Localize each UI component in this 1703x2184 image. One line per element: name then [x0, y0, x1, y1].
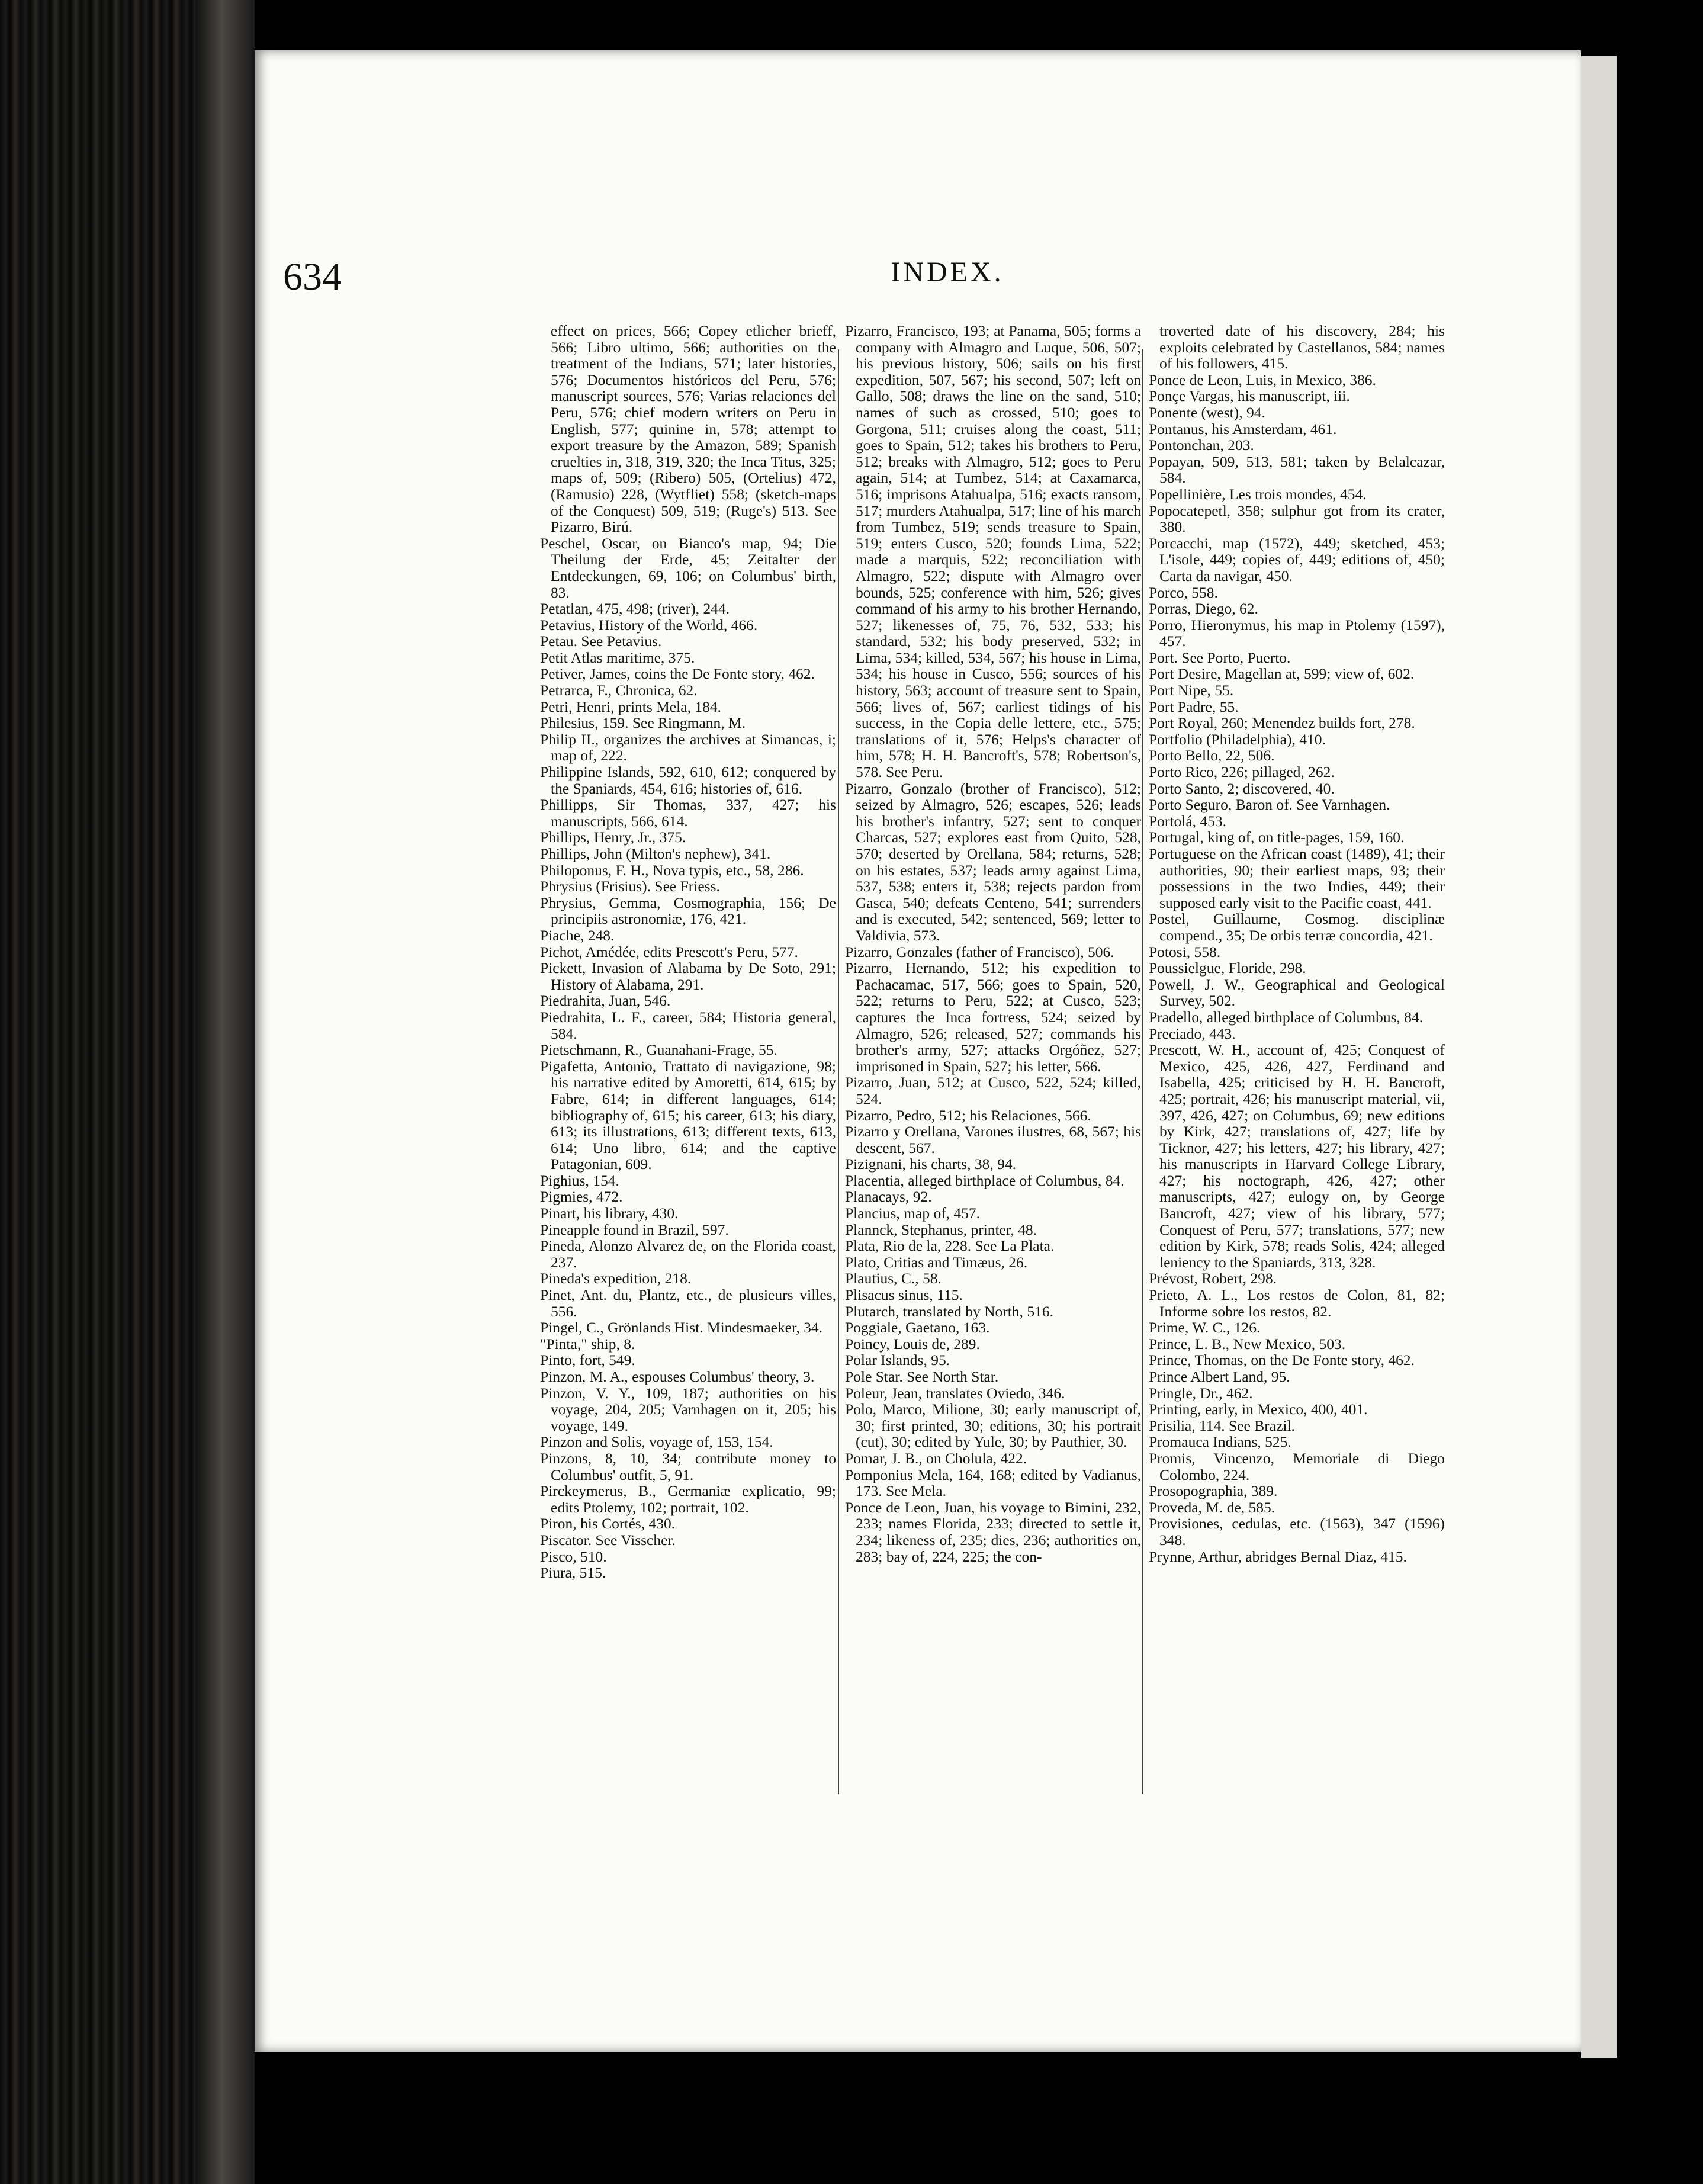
index-entry: Pizarro, Hernando, 512; his expedition to Pachacamac, 517, 566; goes to Spain, 520, 522; returns to Peru, 522; at Cusco, 523; captures the Inca fortress, 524; seized by Almagro, 526; released, 527; commands his brother's army, 527; attacks Orgóñez, 527; imprisoned in Spain, 527; his letter, 566. [845, 959, 1141, 1075]
index-entry: Pizarro y Orellana, Varones ilustres, 68, 567; his descent, 567. [845, 1123, 1141, 1157]
scan-border [1617, 65, 1703, 2055]
index-entry: Petri, Henri, prints Mela, 184. [540, 698, 721, 715]
spine-edge [195, 0, 255, 2184]
index-entry: Powell, J. W., Geographical and Geological Survey, 502. [1149, 975, 1445, 1010]
index-entry: Porto Bello, 22, 506. [1149, 747, 1275, 765]
index-entry: Plutarch, translated by North, 516. [845, 1302, 1053, 1320]
index-entry: Petit Atlas maritime, 375. [540, 648, 695, 666]
index-entry: Prynne, Arthur, abridges Bernal Diaz, 415. [1149, 1547, 1407, 1565]
index-entry: Promauca Indians, 525. [1149, 1433, 1291, 1451]
index-entry: Prévost, Robert, 298. [1149, 1270, 1277, 1287]
index-entry: Porto Santo, 2; discovered, 40. [1149, 779, 1335, 797]
index-entry: Phrysius (Frisius). See Friess. [540, 878, 720, 895]
index-entry: Plannck, Stephanus, printer, 48. [845, 1221, 1037, 1238]
index-entry: Plautius, C., 58. [845, 1270, 942, 1287]
index-entry: Portugal, king of, on title-pages, 159, 160. [1149, 828, 1405, 846]
index-entry: Pomponius Mela, 164, 168; edited by Vadianus, 173. See Mela. [845, 1466, 1141, 1500]
index-entry: Portfolio (Philadelphia), 410. [1149, 730, 1326, 748]
index-entry: Potosi, 558. [1149, 943, 1221, 961]
index-entry: Pichot, Amédée, edits Prescott's Peru, 577. [540, 943, 798, 961]
index-entry: Pineapple found in Brazil, 597. [540, 1221, 729, 1238]
index-entry: Pizarro, Pedro, 512; his Relaciones, 566. [845, 1106, 1091, 1124]
index-entry: Planacays, 92. [845, 1188, 932, 1206]
index-entry: Philoponus, F. H., Nova typis, etc., 58, 286. [540, 861, 804, 879]
index-entry: Phillips, John (Milton's nephew), 341. [540, 845, 771, 862]
index-entry: Pole Star. See North Star. [845, 1368, 999, 1385]
index-entry: Pomar, J. B., on Cholula, 422. [845, 1449, 1027, 1467]
index-entry: Ponce de Leon, Juan, his voyage to Bimini, 232, 233; names Florida, 233; directed to settle it, 234; likeness of, 235; dies, 236; authorities on, 283; bay of, 224, 225; the con- [845, 1498, 1141, 1565]
index-entry: Piedrahita, L. F., career, 584; Historia general, 584. [540, 1008, 836, 1042]
index-entry: Piura, 515. [540, 1564, 606, 1582]
index-entry: Pizarro, Juan, 512; at Cusco, 522, 524; killed, 524. [845, 1074, 1141, 1107]
index-entry: Portolá, 453. [1149, 812, 1227, 830]
index-entry: Pirckeymerus, B., Germaniæ explicatio, 99; edits Ptolemy, 102; portrait, 102. [540, 1482, 836, 1516]
index-entry: Port Nipe, 55. [1149, 682, 1234, 699]
index-entry: Petiver, James, coins the De Fonte story, 462. [540, 665, 815, 683]
index-entry: Pizignani, his charts, 38, 94. [845, 1155, 1016, 1173]
index-entry: Postel, Guillaume, Cosmog. disciplinæ compend., 35; De orbis terræ concordia, 421. [1149, 910, 1445, 944]
index-entry: Pizarro, Gonzalo (brother of Francisco), 512; seized by Almagro, 526; escapes, 526; leads his brother's infantry, 527; sent to conquer Charcas, 527; explores east from Quito, 528, 570; deserted by Orellana, 584; returns, 528; on his estates, 537; leads army against Lima, 537, 538; enters it, 538; rejects pardon from Gasca, 540; defeats Centeno, 541; surrenders and is executed, 542; sentenced, 569; letter to Valdivia, 573. [845, 779, 1141, 944]
index-entry: Phillips, Henry, Jr., 375. [540, 828, 686, 846]
index-entry: Prosopographia, 389. [1149, 1482, 1278, 1500]
index-entry: Poggiale, Gaetano, 163. [845, 1319, 990, 1337]
index-entry: Pineda's expedition, 218. [540, 1270, 692, 1287]
index-entry: Prince, L. B., New Mexico, 503. [1149, 1335, 1346, 1353]
index-entry: Pinzon and Solis, voyage of, 153, 154. [540, 1433, 773, 1451]
index-entry: Pigafetta, Antonio, Trattato di navigazione, 98; his narrative edited by Amoretti, 614, 615; by Fabre, 614; in different languages, 614; bibliography of, 615; his career, 613; his diary, 613; its illustrations, 613; different texts, 613, 614; Uno libro, 614; and the captive Patagonian, 609. [540, 1057, 836, 1173]
index-entry: Pinto, fort, 549. [540, 1351, 635, 1369]
index-entry: Piedrahita, Juan, 546. [540, 992, 671, 1010]
index-entry: Popocatepetl, 358; sulphur got from its crater, 380. [1149, 502, 1445, 536]
index-entry: Prisilia, 114. See Brazil. [1149, 1417, 1295, 1434]
index-entry: Philip II., organizes the archives at Simancas, i; map of, 222. [540, 730, 836, 765]
next-page-edge [1581, 56, 1617, 2058]
index-column-2 [845, 323, 1141, 1565]
index-entry: Pietschmann, R., Guanahani-Frage, 55. [540, 1041, 777, 1059]
index-entry: Pineda, Alonzo Alvarez de, on the Florida coast, 237. [540, 1237, 836, 1271]
index-entry: Pingel, C., Grönlands Hist. Mindesmaeker, 34. [540, 1319, 823, 1337]
index-entry: Portuguese on the African coast (1489), 41; their authorities, 90; their earliest maps, 93; their possessions in the two Indies, 449; their supposed early visit to the Pacific coast, 441. [1149, 845, 1445, 911]
index-entry: Phillipps, Sir Thomas, 337, 427; his manuscripts, 566, 614. [540, 796, 836, 830]
index-entry: Phrysius, Gemma, Cosmographia, 156; De principiis astronomiæ, 176, 421. [540, 894, 836, 928]
index-entry: Pinzon, V. Y., 109, 187; authorities on his voyage, 204, 205; Varnhagen on it, 205; his voyage, 149. [540, 1384, 836, 1434]
index-entry: Pinart, his library, 430. [540, 1205, 679, 1222]
index-entry: Piron, his Cortés, 430. [540, 1515, 676, 1533]
index-entry: Petrarca, F., Chronica, 62. [540, 682, 698, 699]
index-entry: Pisco, 510. [540, 1547, 607, 1565]
index-entry: Port Royal, 260; Menendez builds fort, 278. [1149, 714, 1415, 732]
index-entry: Placentia, alleged birthplace of Columbus, 84. [845, 1171, 1124, 1189]
index-entry: Pinzons, 8, 10, 34; contribute money to Columbus' outfit, 5, 91. [540, 1449, 836, 1483]
index-entry: Plancius, map of, 457. [845, 1205, 981, 1222]
index-entry: Pigmies, 472. [540, 1188, 623, 1206]
index-entry: "Pinta," ship, 8. [540, 1335, 635, 1353]
index-entry: Piache, 248. [540, 926, 615, 944]
index-entry: Popayan, 509, 513, 581; taken by Belalcazar, 584. [1149, 452, 1445, 487]
index-entry: Porras, Diego, 62. [1149, 600, 1258, 618]
index-column-1 [540, 323, 836, 1581]
index-entry: Polar Islands, 95. [845, 1351, 950, 1369]
index-entry: Prince, Thomas, on the De Fonte story, 462. [1149, 1351, 1415, 1369]
index-entry: Port. See Porto, Puerto. [1149, 648, 1291, 666]
index-entry: Provisiones, cedulas, etc. (1563), 347 (1596) 348. [1149, 1515, 1445, 1549]
index-entry: Preciado, 443. [1149, 1024, 1236, 1042]
index-entry: Porto Rico, 226; pillaged, 262. [1149, 763, 1335, 781]
index-entry: troverted date of his discovery, 284; his exploits celebrated by Castellanos, 584; names of his followers, 415. [1159, 322, 1445, 372]
index-entry: Petatlan, 475, 498; (river), 244. [540, 600, 730, 618]
index-entry: Prime, W. C., 126. [1149, 1319, 1261, 1337]
index-entry: effect on prices, 566; Copey etlicher brieff, 566; Libro ultimo, 566; authorities on the treatment of the Indians, 571; later histories, 576; Documentos históricos del Peru, 576; manuscript sources, 576; Varias relaciones del Peru, 576; chief modern writers on Peru in English, 577; quinine in, 578; attempt to export treasure by the Amazon, 589; Spanish cruelties in, 318, 319, 320; the Inca Titus, 325; maps of, 509; (Ribero) 505, (Ortelius) 472, (Ramusio) 228, (Wytfliet) 558; (sketch-maps of the Conquest) 509, 519; (Ruge's) 513. See Pizarro, Birú. [551, 322, 836, 536]
index-entry: Pontonchan, 203. [1149, 436, 1254, 454]
index-entry: Peschel, Oscar, on Bianco's map, 94; Die Theilung der Erde, 45; Zeitalter der Entdeckungen, 69, 106; on Columbus' birth, 83. [540, 534, 836, 601]
column-rule [838, 349, 839, 1794]
index-entry: Ponce de Leon, Luis, in Mexico, 386. [1149, 371, 1376, 388]
index-entry: Philesius, 159. See Ringmann, M. [540, 714, 746, 732]
index-entry: Ponente (west), 94. [1149, 403, 1265, 421]
index-entry: Popellinière, Les trois mondes, 454. [1149, 485, 1367, 503]
index-entry: Pighius, 154. [540, 1171, 619, 1189]
index-entry: Pizarro, Francisco, 193; at Panama, 505; forms a company with Almagro and Luque, 506, 507; his previous history, 506; sails on his first expedition, 507, 567; his second, 507; left on Gallo, 508; draws the line on the sand, 510; names of such as crossed, 510; goes to Gorgona, 511; cruises along the coast, 511; goes to Spain, 512; takes his brothers to Peru, 512; breaks with Almagro, 512; goes to Peru again, 514; at Tumbez, 514; at Caxamarca, 516; imprisons Atahualpa, 516; exacts ransom, 517; murders Atahualpa, 517; line of his march from Tumbez, 519; sends treasure to Spain, 519; enters Cusco, 520; founds Lima, 522; made a marquis, 522; reconciliation with Almagro, 522; dispute with Almagro over bounds, 525; conference with him, 526; gives command of his army to his brother Hernando, 527; likenesses of, 75, 76, 532, 533; his standard, 532; his body preserved, 532; in Lima, 534; killed, 534, 567; his house in Lima, 534; his house in Cusco, 556; sources of his history, 563; account of treasure sent to Spain, 566; lives of, 567; earliest tidings of his success, in the Copia delle lettere, etc., 575; translations of it, 576; Helps's character of him, 578; H. H. Bancroft's, 578; Robertson's, 578. See Peru. [845, 322, 1141, 781]
running-head: INDEX. [891, 256, 1004, 288]
column-rule [1142, 349, 1143, 1794]
index-entry: Proveda, M. de, 585. [1149, 1498, 1275, 1516]
index-entry: Porro, Hieronymus, his map in Ptolemy (1597), 457. [1149, 616, 1445, 650]
index-entry: Petau. See Petavius. [540, 632, 662, 650]
index-entry: Plato, Critias and Timæus, 26. [845, 1253, 1028, 1271]
page-number: 634 [283, 255, 342, 298]
index-entry: Piscator. See Visscher. [540, 1531, 676, 1549]
index-entry: Pradello, alleged birthplace of Columbus, 84. [1149, 1008, 1424, 1026]
index-entry: Petavius, History of the World, 466. [540, 616, 758, 634]
index-entry: Prince Albert Land, 95. [1149, 1368, 1290, 1385]
index-entry: Porcacchi, map (1572), 449; sketched, 453; L'isole, 449; copies of, 449; editions of, 450; Carta da navigar, 450. [1149, 534, 1445, 584]
index-entry: Pickett, Invasion of Alabama by De Soto, 291; History of Alabama, 291. [540, 959, 836, 993]
index-entry: Poincy, Louis de, 289. [845, 1335, 980, 1353]
index-entry: Promis, Vincenzo, Memoriale di Diego Colombo, 224. [1149, 1449, 1445, 1483]
index-entry: Pinet, Ant. du, Plantz, etc., de plusieurs villes, 556. [540, 1286, 836, 1320]
index-column-3 [1149, 323, 1445, 1565]
index-entry: Printing, early, in Mexico, 400, 401. [1149, 1401, 1368, 1418]
index-entry: Poussielgue, Floride, 298. [1149, 959, 1306, 977]
index-entry: Prescott, W. H., account of, 425; Conquest of Mexico, 425, 426, 427, Ferdinand and Isabella, 425; criticised by H. H. Bancroft, 425; portrait, 426; his manuscript material, vii, 397, 426, 427; on Columbus, 69; new editions by Kirk, 427; translations of, 427; life by Ticknor, 427; his letters, 427; his library, 427; his manuscripts in Harvard College Library, 427; his noctograph, 426, 427; other manuscripts, 427; eulogy on, by George Bancroft, 427; view of his library, 577; Conquest of Peru, 577; translations, 577; new edition by Kirk, 578; reads Solis, 424; alleged leniency to the Spaniards, 313, 328. [1149, 1041, 1445, 1271]
index-entry: Polo, Marco, Milione, 30; early manuscript of, 30; first printed, 30; editions, 30; his portrait (cut), 30; edited by Yule, 30; by Pauthier, 30. [845, 1401, 1141, 1451]
index-entry: Port Desire, Magellan at, 599; view of, 602. [1149, 665, 1415, 683]
index-entry: Poleur, Jean, translates Oviedo, 346. [845, 1384, 1065, 1402]
index-entry: Porto Seguro, Baron of. See Varnhagen. [1149, 796, 1390, 814]
index-entry: Pinzon, M. A., espouses Columbus' theory, 3. [540, 1368, 815, 1385]
index-entry: Plata, Rio de la, 228. See La Plata. [845, 1237, 1055, 1255]
index-entry: Philippine Islands, 592, 610, 612; conquered by the Spaniards, 454, 616; histories of, 616. [540, 763, 836, 797]
index-entry: Pringle, Dr., 462. [1149, 1384, 1253, 1402]
index-entry: Pizarro, Gonzales (father of Francisco), 506. [845, 943, 1114, 961]
index-entry: Ponçe Vargas, his manuscript, iii. [1149, 387, 1350, 405]
index-entry: Plisacus sinus, 115. [845, 1286, 963, 1304]
index-entry: Prieto, A. L., Los restos de Colon, 81, 82; Informe sobre los restos, 82. [1149, 1286, 1445, 1320]
index-entry: Porco, 558. [1149, 583, 1218, 601]
index-entry: Port Padre, 55. [1149, 698, 1239, 715]
index-entry: Pontanus, his Amsterdam, 461. [1149, 420, 1337, 438]
